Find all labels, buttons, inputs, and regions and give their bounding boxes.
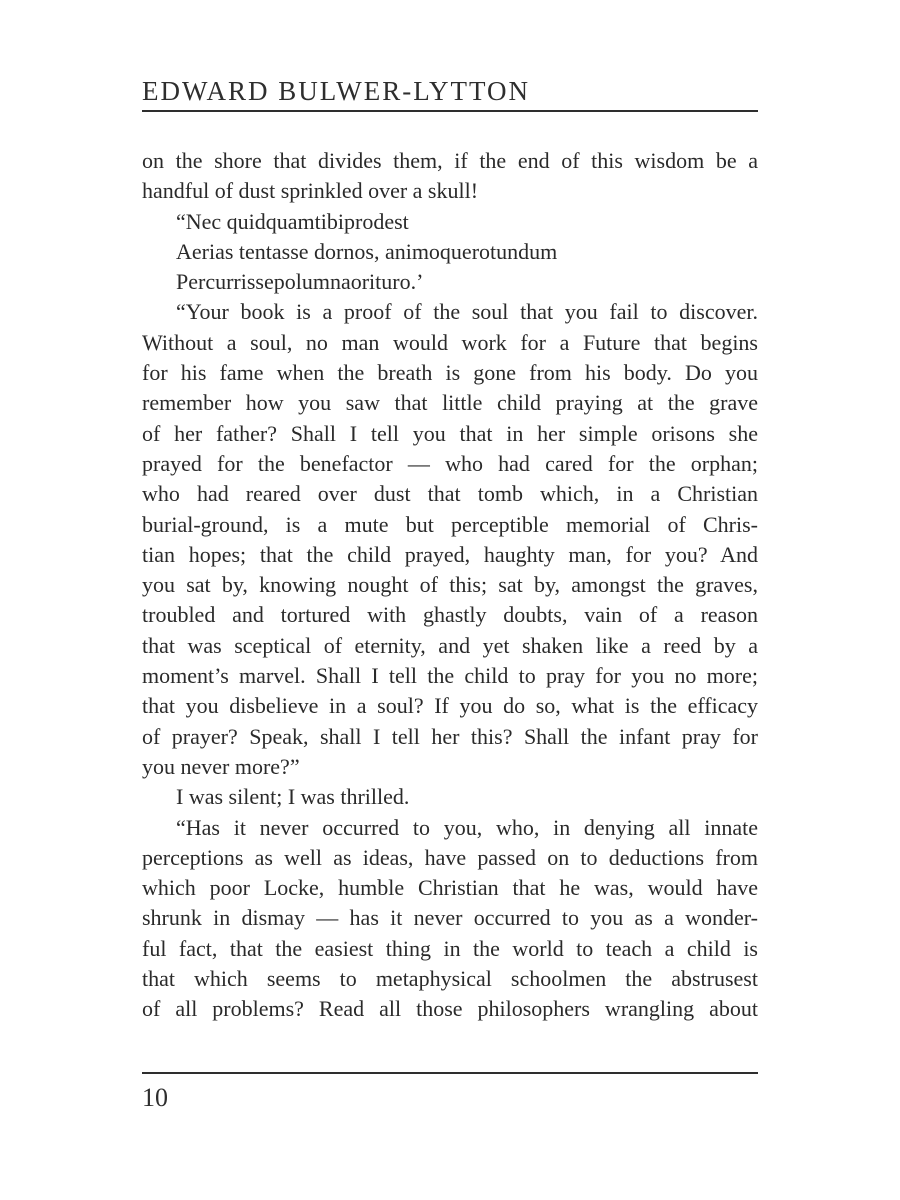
- running-head-title: EDWARD BULWER-LYTTON: [142, 76, 530, 106]
- paragraph-first-line: “Has it never occurred to you, who, in denying all innate: [176, 814, 758, 840]
- text-line: on the shore that divides them, if the end of this wisdom be a: [142, 148, 758, 173]
- paragraph-first-line: “Your book is a proof of the soul that you fail to discover.: [176, 299, 758, 325]
- text-line: burial-ground, is a mute but perceptible memorial of Chris-: [142, 511, 758, 537]
- text-line: that which seems to metaphysical schoolmen the abstrusest: [142, 966, 758, 992]
- header-rule: [142, 110, 758, 112]
- text-line: Without a soul, no man would work for a Future that begins: [142, 329, 758, 355]
- text-line: prayed for the benefactor — who had cared for the orphan;: [142, 450, 758, 476]
- text-line: of her father? Shall I tell you that in her simple orisons she: [142, 420, 758, 446]
- text-line: troubled and tortured with ghastly doubts, vain of a reason: [142, 602, 758, 628]
- text-line: tian hopes; that the child prayed, haughty man, for you? And: [142, 541, 758, 567]
- text-line: ful fact, that the easiest thing in the world to teach a child is: [142, 935, 758, 961]
- verse-line: Percurrissepolumnaorituro.’: [176, 269, 424, 295]
- text-line: you sat by, knowing nought of this; sat by, amongst the graves,: [142, 572, 758, 598]
- text-line: of prayer? Speak, shall I tell her this? Shall the infant pray for: [142, 723, 758, 749]
- verse-line: Aerias tentasse dornos, animoquerotundum: [176, 238, 558, 264]
- text-line: that you disbelieve in a soul? If you do so, what is the efficacy: [142, 693, 758, 719]
- text-line: shrunk in dismay — has it never occurred to you as a wonder-: [142, 905, 758, 931]
- text-line: handful of dust sprinkled over a skull!: [142, 178, 479, 204]
- text-line: remember how you saw that little child praying at the grave: [142, 390, 758, 416]
- body-text: [142, 146, 758, 1025]
- text-line: who had reared over dust that tomb which, in a Christian: [142, 481, 758, 507]
- text-line: you never more?”: [142, 753, 300, 779]
- text-line: of all problems? Read all those philosophers wrangling about: [142, 996, 758, 1022]
- verse-line: “Nec quidquamtibiprodest: [176, 208, 409, 234]
- text-line: perceptions as well as ideas, have passed on to deductions from: [142, 844, 758, 870]
- paragraph-first-line: I was silent; I was thrilled.: [176, 784, 410, 810]
- text-line: which poor Locke, humble Christian that he was, would have: [142, 875, 758, 901]
- text-line: for his fame when the breath is gone from his body. Do you: [142, 360, 758, 386]
- footer-rule: [142, 1072, 758, 1074]
- text-line: that was sceptical of eternity, and yet shaken like a reed by a: [142, 632, 758, 658]
- text-line: moment’s marvel. Shall I tell the child to pray for you no more;: [142, 663, 758, 689]
- page-number: 10: [142, 1083, 168, 1112]
